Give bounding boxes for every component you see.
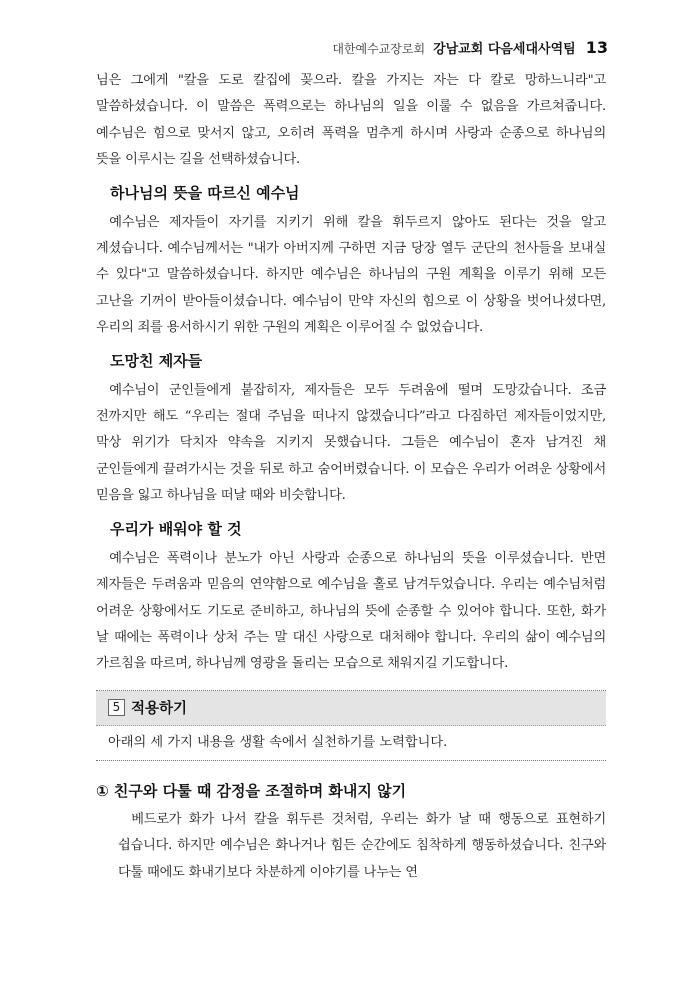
section-heading-gods-will: 하나님의 뜻을 따르신 예수님 [110, 183, 300, 202]
apply-header [96, 691, 606, 726]
apply-title: 적용하기 [131, 701, 188, 718]
page-header [332, 38, 608, 57]
apply-section [96, 690, 606, 761]
intro-paragraph: 님은 그에게 "칼을 도로 칼집에 꽂으라. 칼을 가지는 자는 다 칼로 망하느니라"고 말씀하셨습니다. 이 말씀은 폭력으로는 하나님의 일을 이룰 수 없음을 가르쳐줍니다. 예수님은 힘으로 맞서지 않고, 오히려 폭력을 멈추게 하시며 사랑과 순종으로 하나님의 뜻을 이루시는 길을 선택하셨습니다. [96, 73, 606, 168]
section-paragraph-what-we-learn: 예수님은 폭력이나 분노가 아닌 사랑과 순종으로 하나님의 뜻을 이루셨습니다. 반면 제자들은 두려움과 믿음의 연약함으로 예수님을 홀로 남겨두었습니다. 우리는 예수님처럼 어려운 상황에서도 기도로 준비하고, 하나님의 뜻에 순종할 수 있어야 합니다. 또한, 화가 날 때에는 폭력이나 상처 주는 말 대신 사랑으로 대처해야 합니다. 우리의 삶이 예수님의 가르침을 따르며, 하나님께 영광을 돌리는 모습으로 채워지길 기도합니다. [96, 550, 606, 672]
section-paragraph-gods-will: 예수님은 제자들이 자기를 지키기 위해 칼을 휘두르지 않아도 된다는 것을 알고 계셨습니다. 예수님께서는 "내가 아버지께 구하면 지금 당장 열두 군단의 천사들을 보내실 수 있다"고 말씀하셨습니다. 하지만 예수님은 하나님의 구원 계획을 이루기 위해 모든 고난을 기꺼이 받아들이셨습니다. 예수님이 만약 자신의 힘으로 이 상황을 벗어나셨다면, 우리의 죄를 용서하시기 위한 구원의 계획은 이루어질 수 없었습니다. [96, 214, 606, 336]
main-content [96, 68, 606, 886]
header-church-name: 대한예수교장로회 [332, 42, 426, 56]
point-1-paragraph: 베드로가 화가 나서 칼을 휘두른 것처럼, 우리는 화가 날 때 행동으로 표현하기 쉽습니다. 하지만 예수님은 화나거나 힘든 순간에도 침착하게 행동하셨습니다. 친구와 다툴 때에도 화내기보다 차분하게 이야기를 나누는 연 [118, 811, 606, 880]
section-heading-disciples-fled: 도망친 제자들 [110, 351, 203, 370]
page-number: 13 [585, 38, 608, 57]
section-paragraph-disciples-fled: 예수님이 군인들에게 붙잡히자, 제자들은 모두 두려움에 떨며 도망갔습니다. 조금 전까지만 해도 “우리는 절대 주님을 떠나지 않겠습니다”라고 다짐하던 제자들이었지만, 막상 위기가 닥치자 약속을 지키지 못했습니다. 그들은 예수님이 혼자 남겨진 채 군인들에게 끌려가시는 것을 뒤로 하고 숨어버렸습니다. 이 모습은 우리가 어려운 상황에서 믿음을 잃고 하나님을 떠날 때와 비슷합니다. [96, 382, 606, 504]
point-1-body [96, 807, 606, 886]
apply-number-badge: 5 [108, 699, 125, 716]
point-1-title: ① 친구와 다툴 때 감정을 조절하며 화내지 않기 [96, 781, 407, 800]
header-department: 강남교회 다음세대사역팀 [433, 42, 576, 57]
section-heading-what-we-learn: 우리가 배워야 할 것 [110, 519, 242, 538]
apply-instruction: 아래의 세 가지 내용을 생활 속에서 실천하기를 노력합니다. [108, 734, 448, 750]
